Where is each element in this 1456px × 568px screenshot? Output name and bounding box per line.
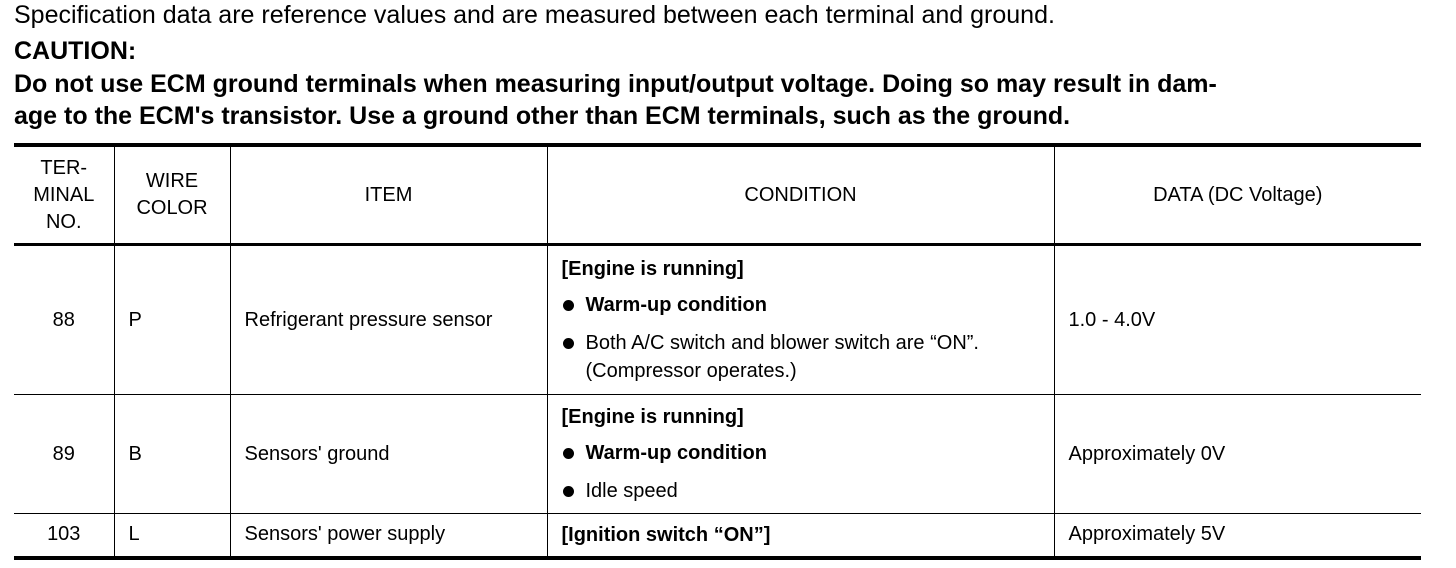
caution-line-2: age to the ECM's transistor. Use a ground other than ECM terminals, such as the ground. [14, 102, 1071, 130]
condition-bullet-text: Both A/C switch and blower switch are “ON”. [585, 332, 979, 354]
caution-text [14, 68, 1429, 132]
item-cell: Refrigerant pressure sensor [230, 245, 547, 395]
header-terminal-line-3: NO. [45, 210, 82, 233]
condition-bullet-text: Warm-up condition [585, 294, 767, 316]
wire-color-cell: P [114, 245, 230, 395]
header-wire-color [114, 145, 230, 245]
wire-color-cell: L [114, 514, 230, 558]
wire-color-cell: B [114, 395, 230, 514]
condition-bullet-text: (Compressor operates.) [585, 360, 797, 382]
terminal-cell: 88 [14, 245, 114, 395]
condition-cell [547, 245, 1054, 395]
condition-bullet-text: Idle speed [585, 480, 678, 502]
condition-heading: [Engine is running] [561, 406, 744, 428]
condition-cell [547, 514, 1054, 558]
condition-bullet [562, 439, 1040, 467]
bullet-dot-icon [563, 486, 574, 497]
header-condition: CONDITION [547, 145, 1054, 245]
item-cell: Sensors' ground [230, 395, 547, 514]
condition-cell [547, 395, 1054, 514]
condition-bullet [562, 477, 1040, 505]
header-terminal-line-2: MINAL [33, 183, 95, 206]
header-wire-line-2: COLOR [136, 197, 208, 219]
data-cell: 1.0 - 4.0V [1054, 245, 1421, 395]
table-row [14, 514, 1421, 558]
intro-text: Specification data are reference values and are measured between each terminal and ground. [14, 1, 1055, 29]
table-header-row [14, 145, 1421, 245]
table-row [14, 395, 1421, 514]
terminal-cell: 103 [14, 514, 114, 558]
item-cell: Sensors' power supply [230, 514, 547, 558]
condition-heading: [Engine is running] [561, 258, 744, 280]
header-terminal-line-1: TER- [40, 156, 88, 179]
data-cell: Approximately 0V [1054, 395, 1421, 514]
caution-line-1: Do not use ECM ground terminals when measuring input/output voltage. Doing so may result in dam- [14, 70, 1217, 98]
table-row [14, 245, 1421, 395]
header-wire-line-1: WIRE [145, 170, 199, 192]
condition-bullet-text: Warm-up condition [585, 442, 767, 464]
header-item: ITEM [230, 145, 547, 245]
terminal-spec-table [14, 143, 1421, 560]
bullet-dot-icon [563, 448, 574, 459]
condition-bullet [562, 291, 1040, 319]
bullet-dot-icon [563, 300, 574, 311]
bullet-dot-icon [563, 338, 574, 349]
caution-heading: CAUTION: [14, 37, 137, 65]
terminal-cell: 89 [14, 395, 114, 514]
header-terminal-no [14, 145, 114, 245]
header-data: DATA (DC Voltage) [1054, 145, 1421, 245]
condition-bullet [562, 329, 1040, 385]
condition-heading: [Ignition switch “ON”] [561, 523, 771, 546]
data-cell: Approximately 5V [1054, 514, 1421, 558]
